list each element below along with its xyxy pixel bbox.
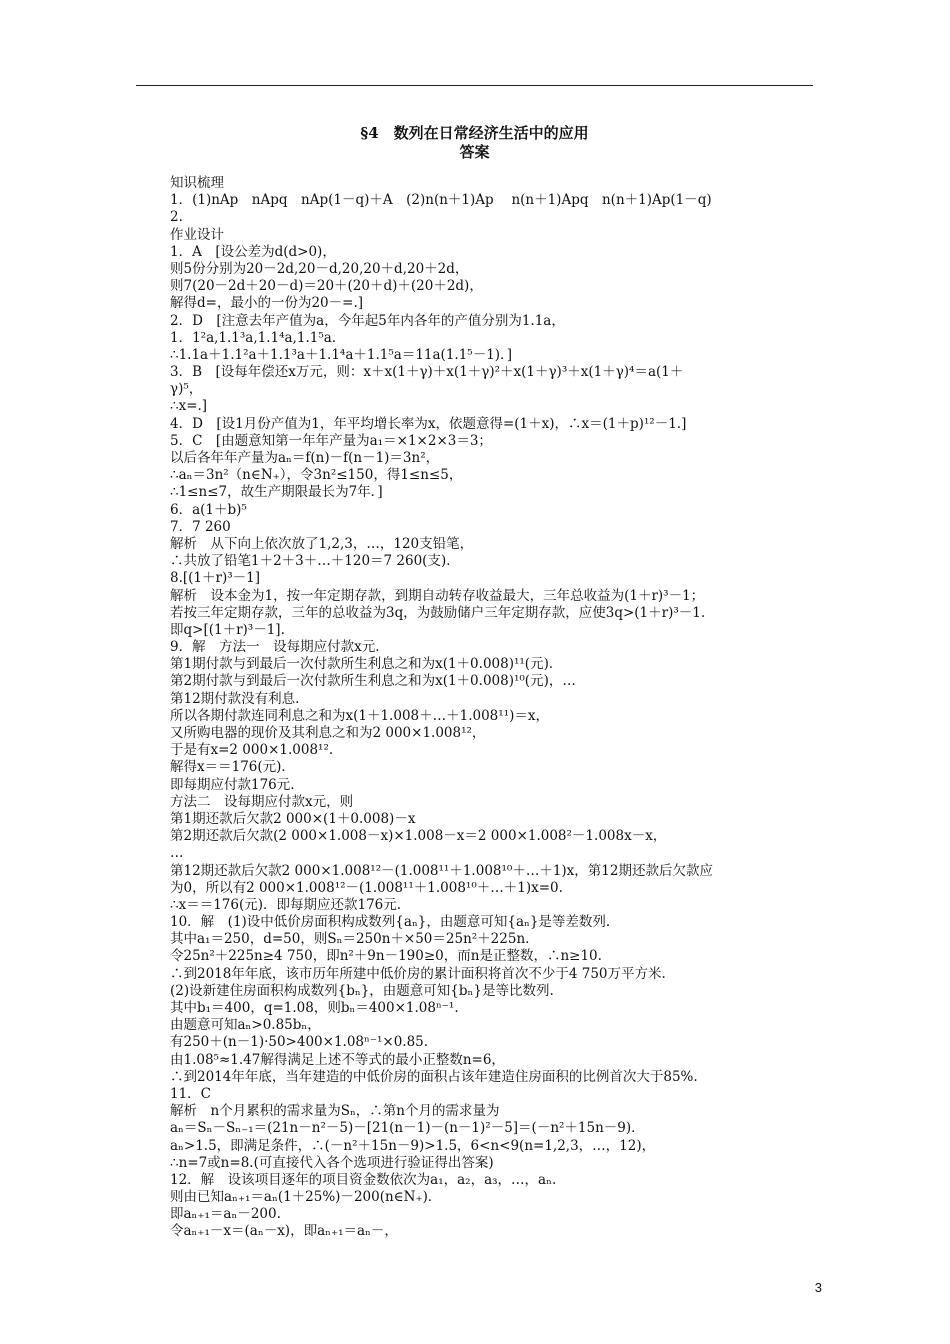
- text-line: 4．D [设1月份产值为1，年平均增长率为x，依题意得=(1＋x)，∴x＝(1＋p)¹²－1.]: [170, 415, 687, 432]
- page-subtitle: 答案: [459, 143, 490, 161]
- answer-body: [170, 175, 820, 1241]
- text-line: 作业设计: [170, 226, 224, 243]
- text-line: 第2期付款与到最后一次付款所生利息之和为x(1＋0.008)¹⁰(元)，…: [170, 673, 576, 690]
- text-line: …: [170, 845, 184, 862]
- text-line: ∴n=7或n=8.(可直接代入各个选项进行验证得出答案): [170, 1154, 494, 1171]
- text-line: 8.[(1＋r)³－1]: [170, 570, 260, 587]
- text-line: 12．解 设该项目逐年的项目资金数依次为a₁，a₂，a₃，…，aₙ.: [170, 1171, 557, 1188]
- text-line: 3．B [设每年偿还x万元，则：x＋x(1＋γ)＋x(1＋γ)²＋x(1＋γ)³＋x(1＋γ)⁴＝a(1＋: [170, 364, 684, 381]
- text-line: 知识梳理: [170, 175, 224, 191]
- page-title: §4 数列在日常经济生活中的应用: [360, 124, 589, 142]
- text-line: 7．7 260: [170, 518, 231, 535]
- text-line: 第1期还款后欠款2 000×(1＋0.008)－x: [170, 810, 416, 827]
- text-line: 11．C: [170, 1085, 212, 1102]
- text-line: 所以各期付款连同利息之和为x(1＋1.008＋…＋1.008¹¹)＝x，: [170, 707, 549, 724]
- page-number: 3: [814, 1280, 822, 1295]
- text-line: ∴1.1a＋1.1²a＋1.1³a＋1.1⁴a＋1.1⁵a＝11a(1.1⁵－1)．]: [170, 346, 513, 363]
- text-line: 9．解 方法一 设每期应付款x元.: [170, 639, 380, 656]
- text-line: 由1.08⁵≈1.47解得满足上述不等式的最小正整数n=6，: [170, 1051, 505, 1068]
- text-line: 第12期付款没有利息.: [170, 690, 300, 707]
- text-line: 以后各年年产量为aₙ＝f(n)－f(n－1)＝3n²，: [170, 450, 440, 466]
- text-line: 解析 从下向上依次放了1,2,3，…，120支铅笔，: [170, 535, 474, 552]
- text-line: 则5份分别为20－2d,20－d,20,20＋d,20＋2d，: [170, 260, 469, 277]
- text-line: 第2期还款后欠款(2 000×1.008－x)×1.008－x＝2 000×1.008²－1.008x－x，: [170, 828, 667, 845]
- text-line: 2.: [170, 209, 183, 226]
- text-line: 第1期付款与到最后一次付款所生利息之和为x(1＋0.008)¹¹(元)．: [170, 656, 563, 673]
- text-line: ∴x＝＝176(元)．即每期应还款176元.: [170, 896, 402, 913]
- text-line: 解得d=，最小的一份为20－=.]: [170, 295, 364, 312]
- text-line: 即每期应付款176元.: [170, 776, 295, 793]
- text-line: 其中b₁＝400，q=1.08，则bₙ＝400×1.08ⁿ⁻¹.: [170, 1000, 459, 1016]
- text-line: 又所购电器的现价及其利息之和为2 000×1.008¹²，: [170, 725, 486, 741]
- text-line: 即q>[(1＋r)³－1].: [170, 621, 285, 638]
- text-line: 1．1²a,1.1³a,1.1⁴a,1.1⁵a.: [170, 329, 337, 346]
- text-line: ∴1≤n≤7，故生产期限最长为7年．]: [170, 484, 383, 501]
- text-line: (2)设新建住房面积构成数列{bₙ}，由题意可知{bₙ}是等比数列.: [170, 982, 554, 999]
- text-line: γ)⁵，: [170, 381, 203, 398]
- text-line: aₙ>1.5，即满足条件，∴(－n²＋15n－9)>1.5，6<n<9(n=1,2,3，…，12)，: [170, 1137, 656, 1154]
- text-line: 5．C [由题意知第一年年产量为a₁＝×1×2×3＝3；: [170, 432, 492, 449]
- text-line: 1．A [设公差为d(d>0)，: [170, 243, 336, 260]
- text-line: 则7(20－2d＋20－d)＝20＋(20＋d)＋(20＋2d)，: [170, 278, 483, 295]
- header-rule: [136, 85, 813, 86]
- text-line: 由题意可知aₙ>0.85bₙ，: [170, 1017, 321, 1034]
- text-line: 方法二 设每期应付款x元，则: [170, 793, 354, 810]
- text-line: 则由已知aₙ₊₁＝aₙ(1＋25%)－200(n∈N₊)．: [170, 1189, 442, 1206]
- text-line: ∴aₙ＝3n²（n∈N₊），令3n²≤150，得1≤n≤5，: [170, 467, 463, 484]
- text-line: 10．解 (1)设中低价房面积构成数列{aₙ}，由题意可知{aₙ}是等差数列.: [170, 914, 611, 931]
- text-line: ∴到2018年年底，该市历年所建中低价房的累计面积将首次不少于4 750万平方米.: [170, 965, 666, 982]
- text-line: 解析 设本金为1，按一年定期存款，到期自动转存收益最大，三年总收益为(1＋r)³－1；: [170, 587, 705, 604]
- text-line: 其中a₁＝250，d=50，则Sₙ＝250n＋×50＝25n²＋225n.: [170, 931, 530, 948]
- text-line: 即aₙ₊₁＝aₙ－200.: [170, 1206, 281, 1223]
- text-line: 第12期还款后欠款2 000×1.008¹²－(1.008¹¹＋1.008¹⁰＋…＋1)x，第12期还款后欠款应: [170, 862, 713, 879]
- text-line: ∴到2014年年底，当年建造的中低价房的面积占该年建造住房面积的比例首次大于85%.: [170, 1068, 698, 1085]
- text-line: 若按三年定期存款，三年的总收益为3q，为鼓励储户三年定期存款，应使3q>(1＋r)³－1.: [170, 604, 706, 621]
- text-line: 解得x＝＝176(元)．: [170, 759, 295, 776]
- text-line: 于是有x=2 000×1.008¹².: [170, 742, 334, 759]
- text-line: 解析 n个月累积的需求量为Sₙ，∴第n个月的需求量为: [170, 1103, 500, 1120]
- text-line: ∴x=.]: [170, 398, 208, 415]
- text-line: 为0，所以有2 000×1.008¹²－(1.008¹¹＋1.008¹⁰＋…＋1)x=0.: [170, 879, 563, 896]
- text-line: 有250＋(n－1)·50>400×1.08ⁿ⁻¹×0.85.: [170, 1034, 429, 1051]
- text-line: ∴共放了铅笔1＋2＋3＋…＋120＝7 260(支)．: [170, 553, 460, 570]
- text-line: 令aₙ₊₁－x＝(aₙ－x)，即aₙ₊₁＝aₙ－，: [170, 1223, 398, 1240]
- text-line: 1．(1)nAp nApq nAp(1－q)＋A (2)n(n＋1)Ap n(n＋1)Apq n(n＋1)Ap(1－q): [170, 192, 712, 209]
- text-line: 2．D [注意去年产值为a，今年起5年内各年的产值分别为1.1a，: [170, 312, 565, 329]
- text-line: 令25n²＋225n≥4 750，即n²＋9n－190≥0，而n是正整数，∴n≥10.: [170, 948, 602, 965]
- text-line: aₙ＝Sₙ－Sₙ₋₁＝(21n－n²－5)－[21(n－1)－(n－1)²－5]＝(－n²＋15n－9)．: [170, 1120, 645, 1137]
- text-line: 6．a(1＋b)⁵: [170, 501, 247, 518]
